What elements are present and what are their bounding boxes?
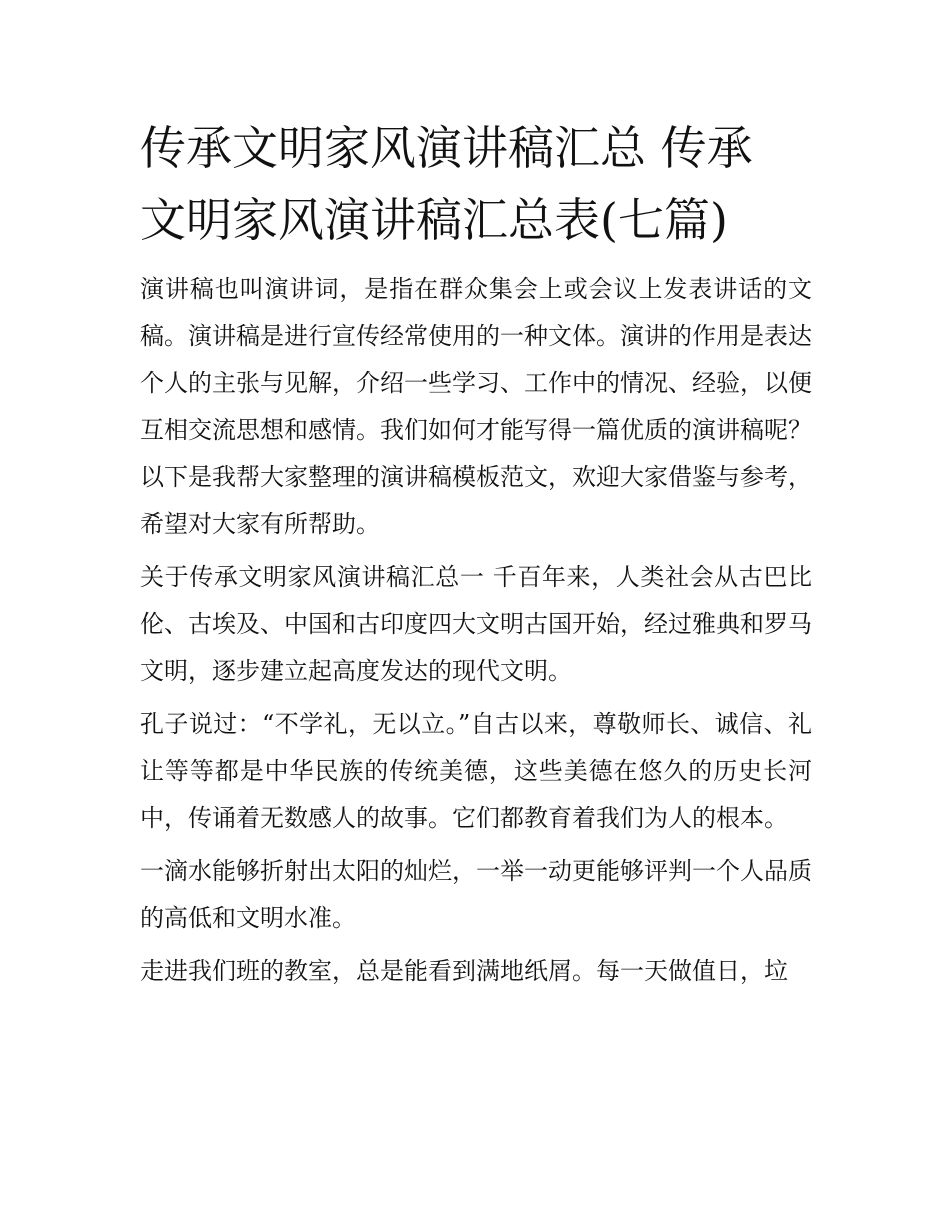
paragraph-civilization: 关于传承文明家风演讲稿汇总一 千百年来，人类社会从古巴比伦、古埃及、中国和古印度四大文明古国开始，经过雅典和罗马文明，逐步建立起高度发达的现代文明。: [140, 563, 812, 685]
document-body: [140, 112, 812, 1001]
document-title: 传承文明家风演讲稿汇总 传承 文明家风演讲稿汇总表(七篇): [140, 121, 753, 247]
paragraph-confucius: 孔子说过：“不学礼，无以立。”自古以来，尊敬师长、诚信、礼让等等都是中华民族的传统美德，这些美德在悠久的历史长河中，传诵着无数感人的故事。它们都教育着我们为人的根本。: [140, 710, 812, 832]
paragraph-water-drop: 一滴水能够折射出太阳的灿烂，一举一动更能够评判一个人品质的高低和文明水准。: [140, 857, 812, 932]
paragraph-classroom: 走进我们班的教室，总是能看到满地纸屑。每一天做值日，垃: [140, 957, 788, 985]
paragraph-intro: 演讲稿也叫演讲词，是指在群众集会上或会议上发表讲话的文稿。演讲稿是进行宣传经常使用的一种文体。演讲的作用是表达个人的主张与见解，介绍一些学习、工作中的情况、经验，以便互相交流思想和感情。我们如何才能写得一篇优质的演讲稿呢？以下是我帮大家整理的演讲稿模板范文，欢迎大家借鉴与参考，希望对大家有所帮助。: [140, 275, 812, 538]
